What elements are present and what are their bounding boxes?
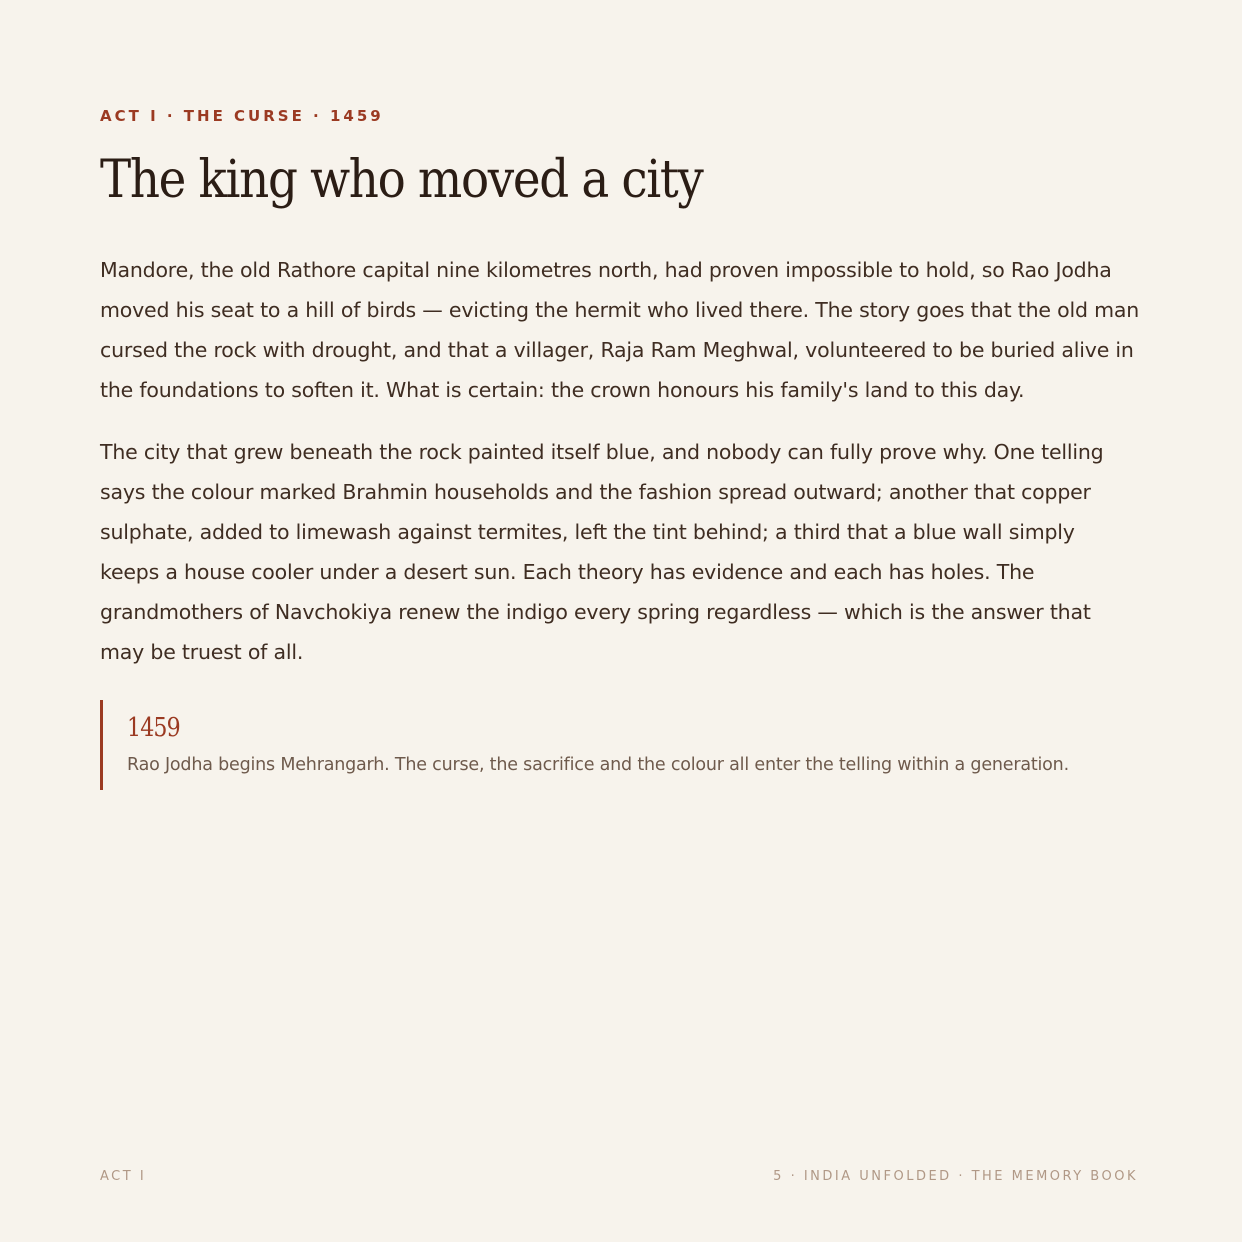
body-paragraph-1: Mandore, the old Rathore capital nine kilometres north, had proven impossible to hold, so Rao Jodha moved his seat to a hill of birds — evicting the hermit who lived there. The story goes that the old man cursed the rock with drought, and that a villager, Raja Ram Meghwal, volunteered to be buried alive in the foundations to soften it. What is certain: the crown honours his family's land to this day. [100, 258, 1140, 402]
callout-text: Rao Jodha begins Mehrangarh. The curse, the sacrifice and the colour all enter the telling within a generation. [127, 755, 1069, 775]
timeline-callout [100, 700, 1143, 790]
footer-page-info: 5 · INDIA UNFOLDED · THE MEMORY BOOK [773, 1169, 1138, 1184]
page-content [100, 106, 1140, 790]
body-paragraph-2: The city that grew beneath the rock painted itself blue, and nobody can fully prove why. One telling says the colour marked Brahmin households and the fashion spread outward; another that copper sulphate, added to limewash against termites, left the tint behind; a third that a blue wall simply keeps a house cooler under a desert sun. Each theory has evidence and each has holes. The grandmothers of Navchokiya renew the indigo every spring regardless — which is the answer that may be truest of all. [100, 440, 1104, 664]
section-eyebrow: ACT I · THE CURSE · 1459 [100, 107, 384, 125]
callout-year: 1459 [127, 713, 180, 743]
page-title: The king who moved a city [100, 150, 703, 210]
footer-act-label: ACT I [100, 1169, 147, 1184]
